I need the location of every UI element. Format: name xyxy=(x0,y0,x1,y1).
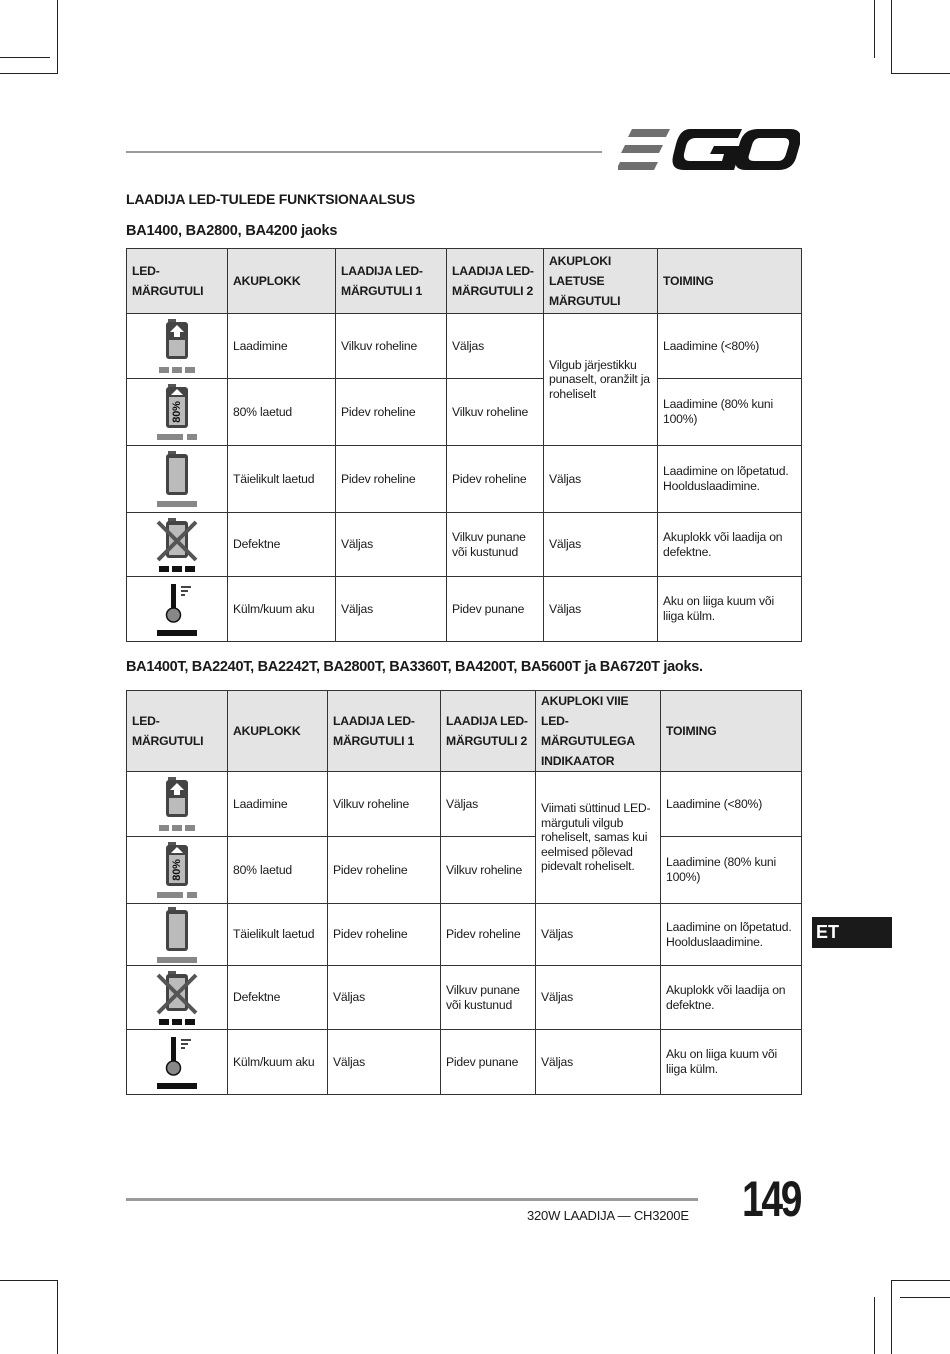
table-row xyxy=(127,904,802,966)
table-row xyxy=(127,513,802,577)
table-cell: Pidev punane xyxy=(441,1030,536,1095)
table-cell: Pidev roheline xyxy=(441,904,536,966)
crop-mark xyxy=(891,1280,950,1281)
crop-mark xyxy=(874,1297,875,1354)
table-cell: Vilkuv roheline xyxy=(441,837,536,904)
table-cell: Pidev roheline xyxy=(328,904,441,966)
table-cell: Defektne xyxy=(228,966,328,1030)
table-cell: Laadimine xyxy=(228,314,336,379)
table-cell: Väljas xyxy=(544,513,658,577)
table-cell: Laadimine (<80%) xyxy=(661,772,802,837)
crop-mark xyxy=(57,0,58,74)
table-header-row xyxy=(127,691,802,772)
table-cell: Pidev roheline xyxy=(447,446,544,513)
language-tab: ET xyxy=(812,917,892,948)
battery-full-icon xyxy=(127,446,228,513)
table-cell: Akuplokk või laadija on defektne. xyxy=(658,513,802,577)
column-header: LAADIJA LED-MÄRGUTULI 2 xyxy=(441,691,536,772)
table-cell-merged: Viimati süttinud LED-märgutuli vilgub roheliselt, samas kui eelmised põlevad pidevalt roheliselt. xyxy=(536,772,661,904)
table-cell: 80% laetud xyxy=(228,837,328,904)
table-cell: Vilkuv roheline xyxy=(447,379,544,446)
battery-full-icon xyxy=(127,904,228,966)
led-table xyxy=(126,690,802,1095)
table-cell: Laadimine (80% kuni 100%) xyxy=(661,837,802,904)
battery-80-percent-icon xyxy=(127,379,228,446)
column-header: LAADIJA LED-MÄRGUTULI 2 xyxy=(447,249,544,314)
column-header: LAADIJA LED-MÄRGUTULI 1 xyxy=(328,691,441,772)
table-cell: Vilkuv punane või kustunud xyxy=(447,513,544,577)
table-cell: Pidev roheline xyxy=(336,379,447,446)
table-row xyxy=(127,837,802,904)
column-header: AKUPLOKK xyxy=(228,691,328,772)
table-cell: Laadimine (<80%) xyxy=(658,314,802,379)
battery-80-label: 80% xyxy=(170,401,183,423)
table-cell: Väljas xyxy=(328,966,441,1030)
table-cell: Vilkuv roheline xyxy=(336,314,447,379)
table-cell: Laadimine xyxy=(228,772,328,837)
page-number: 149 xyxy=(742,1171,801,1227)
table-cell: Täielikult laetud xyxy=(228,446,336,513)
table-cell: Külm/kuum aku xyxy=(228,577,336,642)
column-header: TOIMING xyxy=(658,249,802,314)
table-row xyxy=(127,379,802,446)
table-cell: Laadimine (80% kuni 100%) xyxy=(658,379,802,446)
column-header: AKUPLOKI LAETUSE MÄRGUTULI xyxy=(544,249,658,314)
header-rule xyxy=(126,151,602,153)
table-cell: Külm/kuum aku xyxy=(228,1030,328,1095)
crop-mark xyxy=(900,1297,950,1298)
table-cell: Akuplokk või laadija on defektne. xyxy=(661,966,802,1030)
table-row xyxy=(127,314,802,379)
table-row xyxy=(127,1030,802,1095)
table-row xyxy=(127,446,802,513)
ego-logo xyxy=(618,128,800,172)
table-cell: Väljas xyxy=(544,446,658,513)
table-cell: Aku on liiga kuum või liiga külm. xyxy=(658,577,802,642)
crop-mark xyxy=(0,57,50,58)
thermometer-icon xyxy=(127,577,228,642)
column-header: TOIMING xyxy=(661,691,802,772)
column-header: LAADIJA LED-MÄRGUTULI 1 xyxy=(336,249,447,314)
column-header: AKUPLOKI VIIE LED-MÄRGUTULEGA INDIKAATOR xyxy=(536,691,661,772)
table-cell: Väljas xyxy=(544,577,658,642)
crop-mark xyxy=(891,1280,892,1354)
table-row xyxy=(127,966,802,1030)
table-cell: Väljas xyxy=(447,314,544,379)
section-heading: BA1400T, BA2240T, BA2242T, BA2800T, BA3360T, BA4200T, BA5600T ja BA6720T jaoks. xyxy=(126,659,703,675)
table-cell: Laadimine on lõpetatud. Hoolduslaadimine. xyxy=(658,446,802,513)
battery-defective-icon xyxy=(127,513,228,577)
table-cell: Väljas xyxy=(328,1030,441,1095)
battery-defective-icon xyxy=(127,966,228,1030)
table-cell-merged: Vilgub järjestikku punaselt, oranžilt ja roheliselt xyxy=(544,314,658,446)
table-cell: Vilkuv punane või kustunud xyxy=(441,966,536,1030)
crop-mark xyxy=(57,1280,58,1354)
crop-mark xyxy=(891,0,892,74)
table-cell: Pidev punane xyxy=(447,577,544,642)
table-cell: Väljas xyxy=(441,772,536,837)
table-row xyxy=(127,772,802,837)
table-cell: Väljas xyxy=(536,966,661,1030)
crop-mark xyxy=(874,0,875,58)
battery-80-label: 80% xyxy=(170,859,183,881)
crop-mark xyxy=(891,73,950,74)
footer-text: 320W LAADIJA — CH3200E xyxy=(527,1208,689,1223)
page-title: LAADIJA LED-TULEDE FUNKTSIONAALSUS xyxy=(126,191,416,207)
table-cell: Väljas xyxy=(336,577,447,642)
table-header-row xyxy=(127,249,802,314)
table-cell: Pidev roheline xyxy=(336,446,447,513)
table-cell: Vilkuv roheline xyxy=(328,772,441,837)
footer-rule xyxy=(126,1198,698,1201)
table-row xyxy=(127,577,802,642)
thermometer-icon xyxy=(127,1030,228,1095)
table-cell: Laadimine on lõpetatud. Hoolduslaadimine. xyxy=(661,904,802,966)
column-header: LED-MÄRGUTULI xyxy=(127,691,228,772)
battery-charging-icon xyxy=(127,772,228,837)
battery-80-percent-icon xyxy=(127,837,228,904)
table-cell: Väljas xyxy=(536,904,661,966)
table-cell: Täielikult laetud xyxy=(228,904,328,966)
table-cell: Aku on liiga kuum või liiga külm. xyxy=(661,1030,802,1095)
crop-mark xyxy=(0,1280,58,1281)
table-cell: Pidev roheline xyxy=(328,837,441,904)
battery-charging-icon xyxy=(127,314,228,379)
table-cell: Defektne xyxy=(228,513,336,577)
column-header: LED-MÄRGUTULI xyxy=(127,249,228,314)
section-heading: BA1400, BA2800, BA4200 jaoks xyxy=(126,223,338,239)
crop-mark xyxy=(0,73,58,74)
table-cell: 80% laetud xyxy=(228,379,336,446)
table-cell: Väljas xyxy=(536,1030,661,1095)
led-table xyxy=(126,248,802,642)
column-header: AKUPLOKK xyxy=(228,249,336,314)
table-cell: Väljas xyxy=(336,513,447,577)
